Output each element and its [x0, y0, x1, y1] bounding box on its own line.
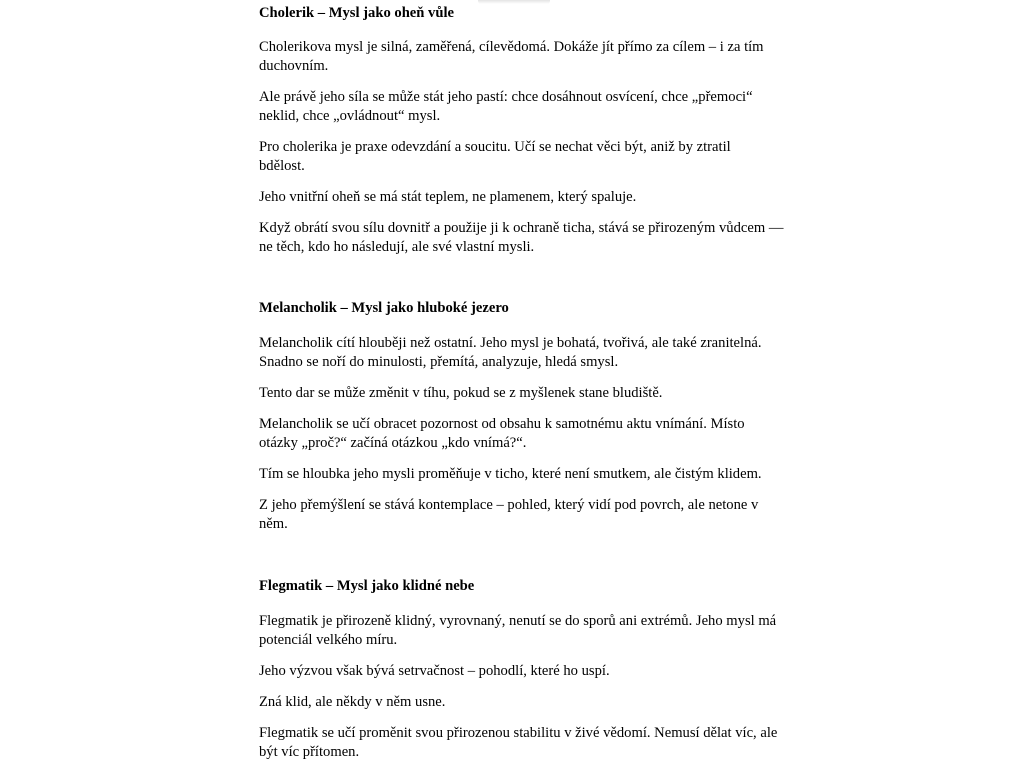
- paragraph: Cholerikova mysl je silná, zaměřená, cílevědomá. Dokáže jít přímo za cílem – i za tím duchovním.: [259, 39, 764, 74]
- paragraph: Z jeho přemýšlení se stává kontemplace – pohled, který vidí pod povrch, ale netone v něm.: [259, 497, 759, 532]
- section-heading: Flegmatik – Mysl jako klidné nebe: [259, 578, 475, 594]
- paragraph: Tento dar se může změnit v tíhu, pokud se z myšlenek stane bludiště.: [259, 385, 663, 401]
- section-cholerik: [259, 4, 784, 255]
- paragraph: Melancholik se učí obracet pozornost od obsahu k samotnému aktu vnímání. Místo otázky „proč?“ začíná otázkou „kdo vnímá?“.: [259, 416, 745, 451]
- paragraph: Jeho výzvou však bývá setrvačnost – pohodlí, které ho uspí.: [259, 663, 610, 679]
- section-melancholik: [259, 299, 784, 532]
- section-heading: Melancholik – Mysl jako hluboké jezero: [259, 300, 509, 316]
- section-flegmatik: [259, 577, 784, 760]
- paragraph: Když obrátí svou sílu dovnitř a použije ji k ochraně ticha, stává se přirozeným vůdcem — ne těch, kdo ho následují, ale své vlastní mysli.: [259, 220, 784, 255]
- section-heading: Cholerik – Mysl jako oheň vůle: [259, 5, 454, 21]
- paragraph: Zná klid, ale někdy v něm usne.: [259, 694, 446, 710]
- paragraph: Ale právě jeho síla se může stát jeho pastí: chce dosáhnout osvícení, chce „přemoci“ neklid, chce „ovládnout“ mysl.: [259, 89, 753, 124]
- paragraph: Tím se hloubka jeho mysli proměňuje v ticho, které není smutkem, ale čistým klidem.: [259, 466, 762, 482]
- paragraph: Melancholik cítí hlouběji než ostatní. Jeho mysl je bohatá, tvořivá, ale také zranitelná. Snadno se noří do minulosti, přemítá, analyzuje, hledá smysl.: [259, 335, 762, 370]
- paragraph: Flegmatik je přirozeně klidný, vyrovnaný, nenutí se do sporů ani extrémů. Jeho mysl má potenciál velkého míru.: [259, 613, 777, 648]
- paragraph: Jeho vnitřní oheň se má stát teplem, ne plamenem, který spaluje.: [259, 189, 637, 205]
- paragraph: Pro cholerika je praxe odevzdání a soucitu. Učí se nechat věci být, aniž by ztratil bdělost.: [259, 139, 731, 174]
- paragraph: Flegmatik se učí proměnit svou přirozenou stabilitu v živé vědomí. Nemusí dělat víc, ale být víc přítomen.: [259, 725, 778, 760]
